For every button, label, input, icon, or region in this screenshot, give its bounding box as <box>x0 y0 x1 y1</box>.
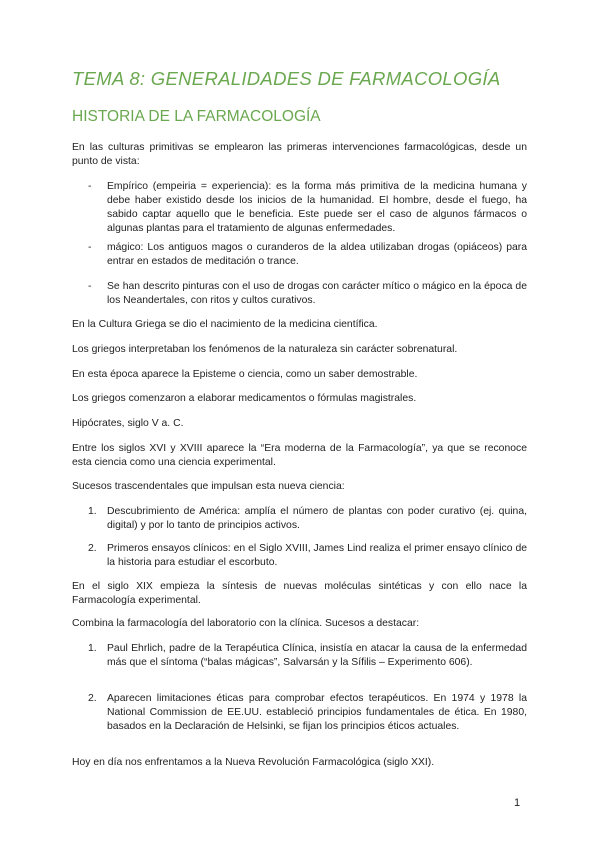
bullet-text: Empírico (empeiria = experiencia): es la forma más primitiva de la medicina humana y debe haber existido desde los inicios de la humanidad. El hombre, desde el fuego, ha sabido captar aquello que le beneficia. Este puede ser el caso de algunos fármacos o algunas plantas para el tratamiento de algunas enfermedades. <box>107 181 527 234</box>
bullet-text: Se han descrito pinturas con el uso de drogas con carácter mítico o mágico en la época de los Neandertales, con ritos y cultos curativos. <box>107 281 527 306</box>
bullet-text: mágico: Los antiguos magos o curanderos de la aldea utilizaban drogas (opiáceos) para entrar en estados de meditación o trance. <box>107 242 527 267</box>
bullet-marker: - <box>88 181 92 192</box>
bullet-marker: - <box>88 281 92 292</box>
document-title: TEMA 8: GENERALIDADES DE FARMACOLOGÍA <box>72 68 501 89</box>
paragraph: En el siglo XIX empieza la síntesis de nuevas moléculas sintéticas y con ello nace la Farmacología experimental. <box>72 581 527 606</box>
item-text: Aparecen limitaciones éticas para comprobar efectos terapéuticos. En 1974 y 1978 la National Commission de EE.UU. estableció principios fundamentales de ética. En 1980, basados en la Declaración de Helsinki, se fijan los principios éticos actuales. <box>107 693 527 732</box>
paragraph: Los griegos interpretaban los fenómenos de la naturaleza sin carácter sobrenatural. <box>72 344 458 355</box>
paragraph: Sucesos trascendentales que impulsan esta nueva ciencia: <box>72 481 345 492</box>
paragraph: Entre los siglos XVI y XVIII aparece la “Era moderna de la Farmacología”, ya que se reconoce esta ciencia como una ciencia experimental. <box>72 443 527 468</box>
paragraph: Combina la farmacología del laboratorio con la clínica. Sucesos a destacar: <box>72 618 420 629</box>
item-number: 2. <box>88 543 97 554</box>
item-text: Paul Ehrlich, padre de la Terapéutica Clínica, insistía en atacar la causa de la enfermedad más que el síntoma (“balas mágicas”, Salvarsán y la Sífilis – Experimento 606). <box>107 643 527 668</box>
page-number: 1 <box>514 797 521 809</box>
paragraph: En esta época aparece la Episteme o ciencia, como un saber demostrable. <box>72 369 418 380</box>
item-text: Primeros ensayos clínicos: en el Siglo XVIII, James Lind realiza el primer ensayo clínico de la historia para estudiar el escorbuto. <box>107 543 527 568</box>
item-number: 1. <box>88 506 97 517</box>
item-number: 1. <box>88 643 97 654</box>
item-text: Descubrimiento de América: amplía el número de plantas con poder curativo (ej. quina, digital) y por lo tanto de principios activos. <box>107 506 527 531</box>
intro-paragraph: En las culturas primitivas se emplearon las primeras intervenciones farmacológicas, desde un punto de vista: <box>72 142 527 167</box>
section-heading: HISTORIA DE LA FARMACOLOGÍA <box>72 108 321 125</box>
closing-paragraph: Hoy en día nos enfrentamos a la Nueva Revolución Farmacológica (siglo XXI). <box>72 757 435 768</box>
item-number: 2. <box>88 693 97 704</box>
paragraph: Hipócrates, siglo V a. C. <box>72 418 184 429</box>
bullet-marker: - <box>88 242 92 253</box>
paragraph: Los griegos comenzaron a elaborar medicamentos o fórmulas magistrales. <box>72 393 417 404</box>
paragraph: En la Cultura Griega se dio el nacimiento de la medicina científica. <box>72 319 378 330</box>
